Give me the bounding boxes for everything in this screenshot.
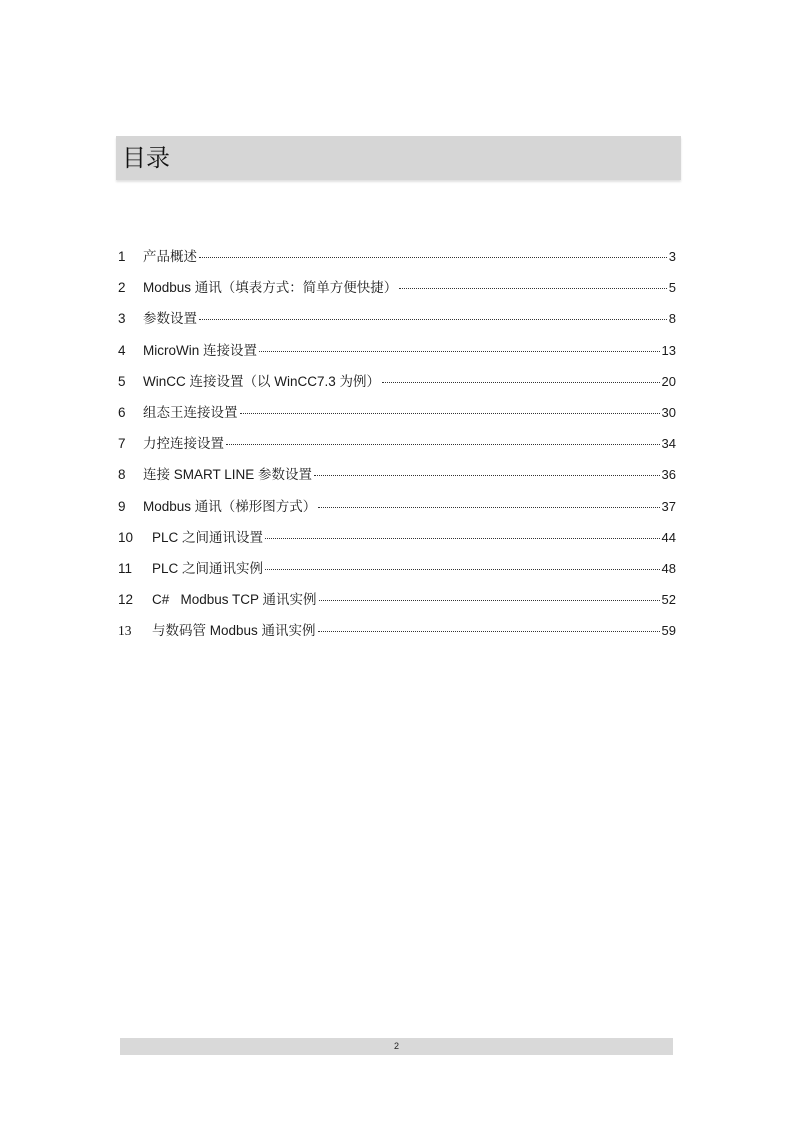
toc-dot-leader	[265, 569, 660, 570]
toc-entry-number: 4	[118, 342, 126, 358]
toc-entry-page: 44	[661, 529, 676, 545]
toc-entry-title: PLC 之间通讯设置	[152, 529, 264, 545]
toc-entry-title: WinCC 连接设置（以 WinCC7.3 为例）	[143, 373, 381, 389]
toc-entry-page: 20	[661, 373, 676, 389]
toc-entry-title: Modbus 通讯（梯形图方式）	[143, 498, 317, 514]
toc-entry-page: 34	[661, 436, 676, 452]
toc-heading-bar	[116, 136, 681, 180]
toc-dot-leader	[265, 538, 660, 539]
toc-entry-number: 1	[118, 249, 126, 264]
toc-entry[interactable]	[118, 463, 676, 494]
page-number: 2	[393, 1041, 399, 1051]
toc-dot-leader	[314, 475, 660, 476]
toc-entry-title: 参数设置	[143, 311, 197, 327]
toc-entry[interactable]	[118, 619, 676, 650]
toc-entry[interactable]	[118, 588, 676, 619]
toc-entry-title: 产品概述	[143, 249, 197, 264]
toc-entry-page: 52	[661, 592, 676, 608]
toc-dot-leader	[382, 382, 660, 383]
toc-entry-number: 2	[118, 280, 126, 296]
toc-entry-page: 36	[661, 467, 676, 483]
toc-dot-leader	[318, 507, 659, 508]
toc-entry-title: 连接 SMART LINE 参数设置	[143, 467, 313, 483]
toc-entry-page: 59	[661, 623, 676, 639]
toc-dot-leader	[240, 413, 660, 414]
toc-entry-page: 48	[661, 560, 676, 576]
toc-dot-leader	[318, 631, 660, 632]
toc-entry-title: PLC 之间通讯实例	[152, 560, 264, 576]
toc-entry-page: 37	[661, 498, 676, 514]
toc-entry-number: 10	[118, 529, 134, 545]
toc-entry[interactable]	[118, 307, 676, 338]
toc-entry-title: 力控连接设置	[143, 436, 224, 452]
toc-dot-leader	[226, 444, 660, 445]
toc-dot-leader	[399, 288, 666, 289]
toc-entry-number: 7	[118, 436, 126, 452]
toc-entry-number: 6	[118, 404, 126, 420]
toc-entry-number: 13	[118, 623, 132, 639]
toc-entry-title: 组态王连接设置	[143, 404, 238, 420]
toc-entry-number: 5	[118, 373, 126, 389]
toc-entry-number: 12	[118, 592, 134, 608]
toc-entry[interactable]	[118, 557, 676, 588]
toc-entry-title: Modbus 通讯（填表方式：简单方便快捷）	[143, 280, 398, 296]
toc-entry-page: 13	[661, 342, 676, 358]
toc-entry-page: 30	[661, 404, 676, 420]
toc-dot-leader	[259, 351, 660, 352]
toc-heading: 目录	[122, 144, 170, 172]
toc-entry-number: 11	[118, 560, 133, 576]
toc-entry-number: 9	[118, 498, 126, 514]
toc-entry-page: 3	[668, 249, 676, 264]
toc-dot-leader	[199, 257, 667, 258]
toc-dot-leader	[199, 319, 667, 320]
toc-entry-number: 3	[118, 311, 126, 327]
toc-entry-title: MicroWin 连接设置	[143, 342, 257, 358]
toc-dot-leader	[319, 600, 660, 601]
toc-entry[interactable]	[118, 276, 676, 307]
table-of-contents	[118, 245, 676, 650]
toc-entry[interactable]	[118, 339, 676, 370]
toc-entry-page: 8	[668, 311, 676, 327]
toc-entry-title: C# Modbus TCP 通讯实例	[152, 592, 317, 608]
toc-entry-page: 5	[668, 280, 676, 296]
toc-entry[interactable]	[118, 370, 676, 401]
toc-entry[interactable]	[118, 495, 676, 526]
footer-bar	[120, 1038, 673, 1055]
toc-entry[interactable]	[118, 526, 676, 557]
toc-entry-number: 8	[118, 467, 126, 483]
toc-entry[interactable]	[118, 401, 676, 432]
toc-entry[interactable]	[118, 432, 676, 463]
toc-entry[interactable]	[118, 245, 676, 276]
toc-entry-title: 与数码管 Modbus 通讯实例	[152, 623, 316, 639]
